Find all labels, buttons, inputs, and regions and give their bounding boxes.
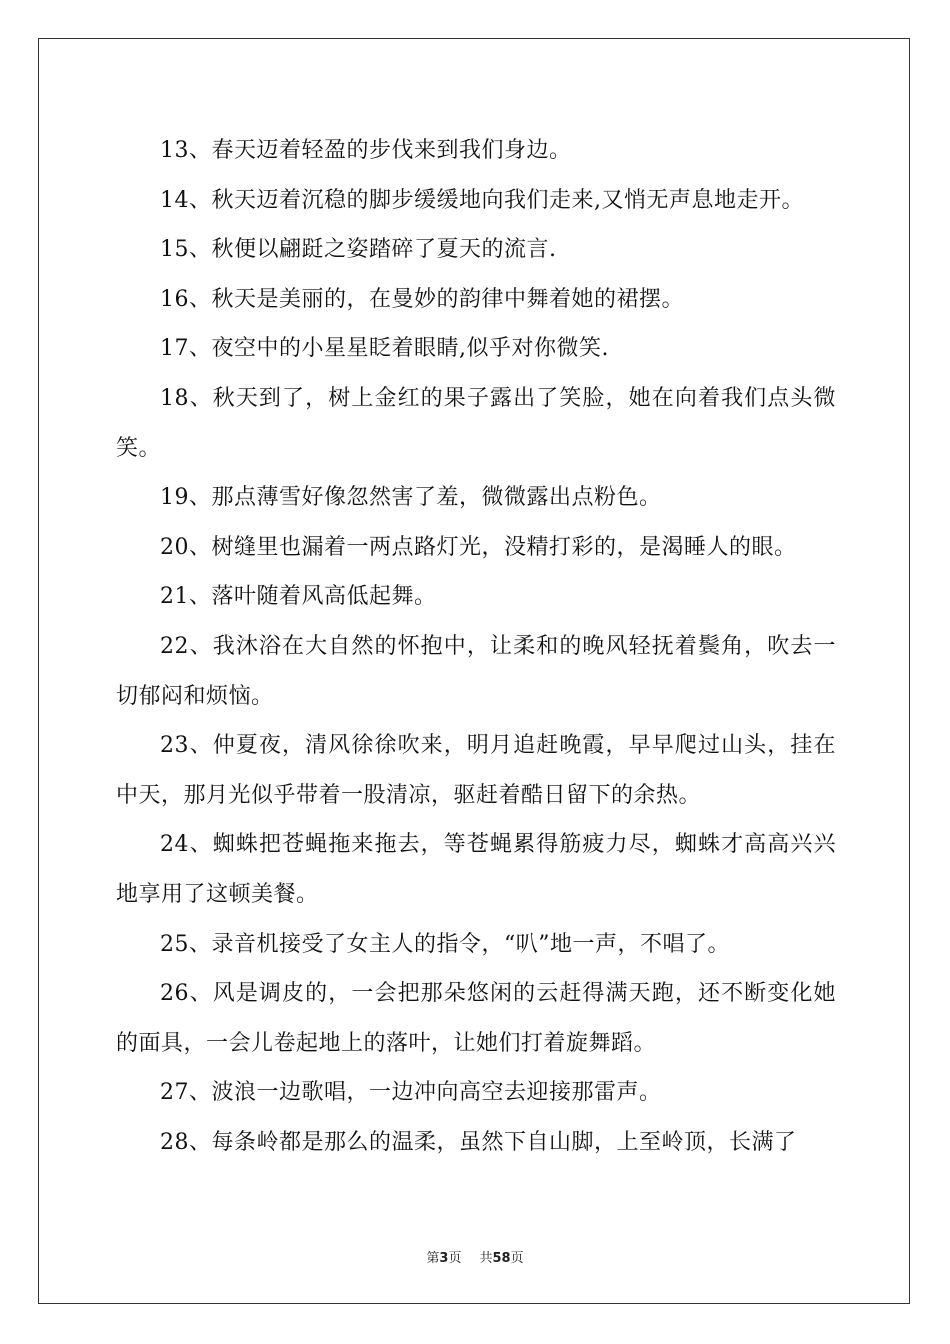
page-prefix: 第 [426,1251,440,1266]
paragraph-27: 27、波浪一边歌唱，一边冲向高空去迎接那雷声。 [160,1080,662,1106]
paragraph-23: 23、仲夏夜，清风徐徐吹来，明月追赶晚霞，早早爬过山头，挂在中天，那月光似乎带着一股清凉，驱赶着酷日留下的余热。 [116,733,836,808]
paragraph-28: 28、每条岭都是那么的温柔，虽然下自山脚，上至岭顶，长满了 [160,1129,797,1155]
page-suffix: 页 [448,1251,462,1266]
paragraph-15: 15、秋便以翩跹之姿踏碎了夏天的流言. [160,237,557,263]
total-prefix: 共 [479,1251,493,1266]
page-number: 3 [439,1251,449,1266]
paragraph-16: 16、秋天是美丽的，在曼妙的韵律中舞着她的裙摆。 [160,286,684,312]
paragraph-21: 21、落叶随着风高低起舞。 [160,584,437,610]
paragraph-13: 13、春天迈着轻盈的步伐来到我们身边。 [160,138,572,163]
paragraph-22: 22、我沐浴在大自然的怀抱中，让柔和的晚风轻抚着鬓角，吹去一切郁闷和烦恼。 [116,633,836,709]
paragraph-24: 24、蜘蛛把苍蝇拖来拖去，等苍蝇累得筋疲力尽，蜘蛛才高高兴兴地享用了这顿美餐。 [116,832,836,907]
total-suffix: 页 [510,1251,524,1266]
paragraph-20: 20、树缝里也漏着一两点路灯光，没精打彩的，是渴睡人的眼。 [160,534,797,560]
total-pages: 58 [492,1251,511,1266]
paragraph-25: 25、录音机接受了女主人的指令，“叭”地一声，不唱了。 [160,931,730,957]
paragraph-17: 17、夜空中的小星星眨着眼睛,似乎对你微笑. [160,336,609,362]
paragraph-18: 18、秋天到了，树上金红的果子露出了笑脸，她在向着我们点头微笑。 [116,385,836,461]
page-footer [0,1247,950,1266]
paragraph-26: 26、风是调皮的，一会把那朵悠闲的云赶得满天跑，还不断变化她的面具，一会儿卷起地上的落叶，让她们打着旋舞蹈。 [116,981,836,1056]
paragraph-19: 19、那点薄雪好像忽然害了羞，微微露出点粉色。 [160,485,662,511]
paragraph-14: 14、秋天迈着沉稳的脚步缓缓地向我们走来,又悄无声息地走开。 [160,187,804,213]
document-body [116,126,836,1167]
